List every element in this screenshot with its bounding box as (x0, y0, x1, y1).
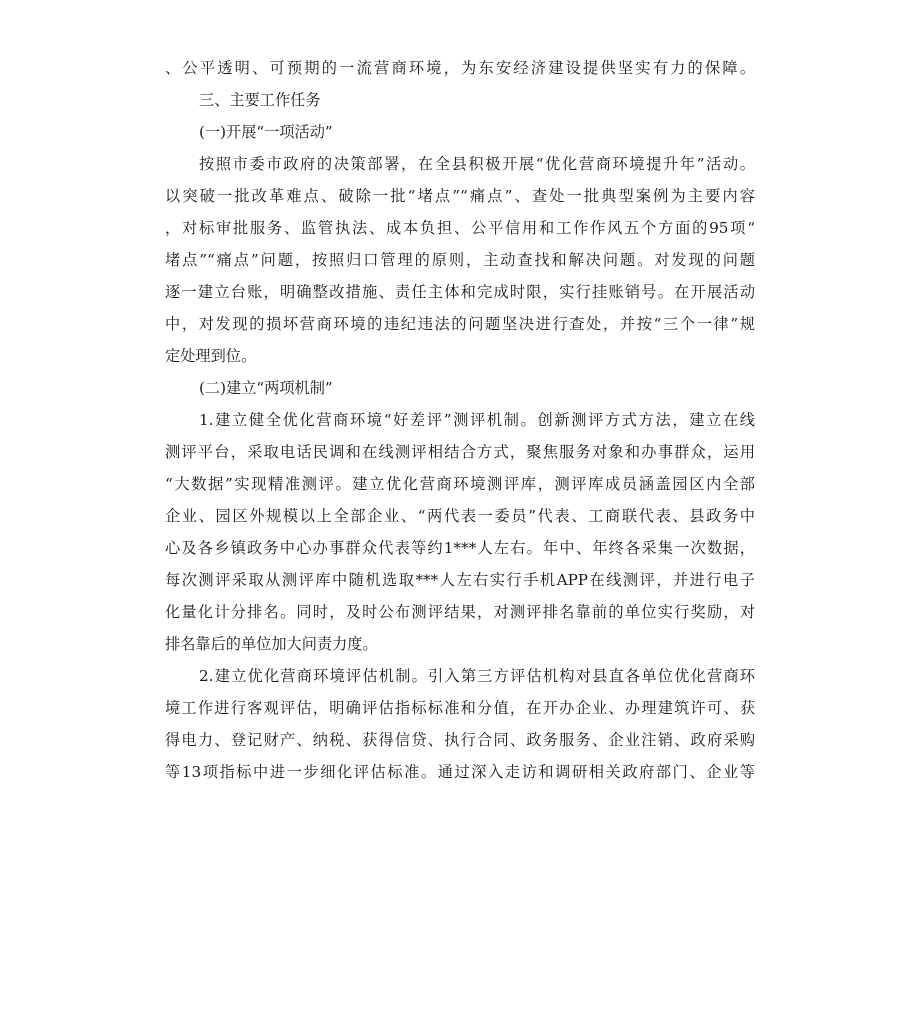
paragraph-line: 得电力、登记财产、纳税、获得信贷、执行合同、政务服务、企业注销、政府采购 (165, 731, 755, 749)
paragraph-line: 每次测评采取从测评库中随机选取***人左右实行手机APP在线测评，并进行电子 (165, 571, 755, 589)
paragraph-line: 按照市委市政府的决策部署，在全县积极开展“优化营商环境提升年”活动。 (199, 155, 755, 173)
paragraph-line: 排名靠后的单位加大问责力度。 (165, 635, 378, 653)
paragraph-line: 逐一建立台账，明确整改措施、责任主体和完成时限，实行挂账销号。在开展活动 (165, 283, 755, 301)
paragraph-line: 企业、园区外规模以上全部企业、“两代表一委员”代表、工商联代表、县政务中 (165, 507, 755, 525)
paragraph-line: 心及各乡镇政务中心办事群众代表等约1***人左右。年中、年终各采集一次数据， (165, 539, 755, 557)
subsection-heading: (一)开展“一项活动” (199, 123, 333, 141)
paragraph-line: 境工作进行客观评估，明确评估指标标准和分值，在开办企业、办理建筑许可、获 (165, 699, 755, 717)
paragraph-line: 2.建立优化营商环境评估机制。引入第三方评估机构对县直各单位优化营商环 (199, 667, 755, 685)
paragraph-line: 等13项指标中进一步细化评估标准。通过深入走访和调研相关政府部门、企业等 (165, 763, 755, 781)
paragraph-line: 中，对发现的损坏营商环境的违纪违法的问题坚决进行查处，并按“三个一律”规 (165, 315, 755, 333)
paragraph-line: 以突破一批改革难点、破除一批“堵点”“痛点”、查处一批典型案例为主要内容 (165, 187, 755, 205)
paragraph-line: ，对标审批服务、监管执法、成本负担、公平信用和工作作风五个方面的95项“ (165, 219, 755, 237)
paragraph-line: 、公平透明、可预期的一流营商环境，为东安经济建设提供坚实有力的保障。 (165, 59, 755, 77)
paragraph-line: 化量化计分排名。同时，及时公布测评结果，对测评排名靠前的单位实行奖励，对 (165, 603, 755, 621)
paragraph-line: 堵点”“痛点”问题，按照归口管理的原则，主动查找和解决问题。对发现的问题 (165, 251, 755, 269)
paragraph-line: 测评平台，采取电话民调和在线测评相结合方式，聚焦服务对象和办事群众，运用 (165, 443, 755, 461)
paragraph-line: “大数据”实现精准测评。建立优化营商环境测评库，测评库成员涵盖园区内全部 (165, 475, 755, 493)
section-heading: 三、主要工作任务 (199, 91, 321, 109)
subsection-heading: (二)建立“两项机制” (199, 379, 333, 397)
paragraph-line: 1.建立健全优化营商环境“好差评”测评机制。创新测评方式方法，建立在线 (199, 411, 755, 429)
paragraph-line: 定处理到位。 (165, 347, 257, 365)
